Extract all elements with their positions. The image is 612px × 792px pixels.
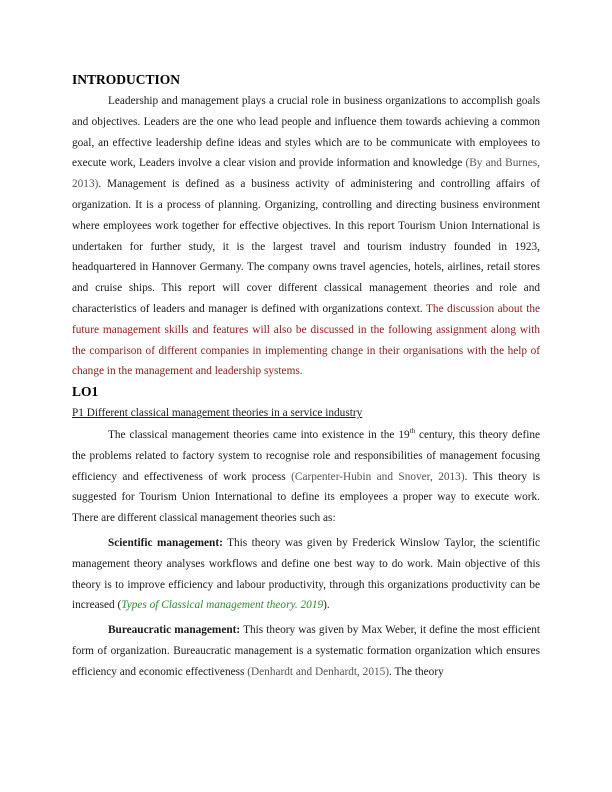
p1-subheading: P1 Different classical management theories in a service industry bbox=[72, 407, 363, 420]
citation-by-burnes: (By and Burnes, 2013) bbox=[72, 157, 541, 191]
para1-text-a: The classical management theories came into existence in the 19 bbox=[108, 428, 410, 441]
citation-carpenter-hubin: (Carpenter-Hubin and Snover, 2013) bbox=[291, 470, 465, 483]
citation-types-classical: Types of Classical management theory. 2019 bbox=[121, 599, 324, 612]
scientific-end: ). bbox=[323, 599, 330, 612]
bureaucratic-text: This theory was given by Max Weber, it define the most efficient form of organization. Bureaucratic management is a systematic formation organization which ensures efficiency and economic effectiveness bbox=[72, 624, 540, 678]
intro-text-1: Leadership and management plays a crucial role in business organizations to accomplish goals and objectives. Leaders are the one who lead people and influence them towards achieving a common goal, an effective leadership define ideas and styles which are to be communicate with employees to execute work, Leaders involve a clear vision and provide information and knowledge bbox=[72, 95, 540, 170]
bureaucratic-management-paragraph bbox=[72, 620, 540, 682]
superscript-th: th bbox=[409, 427, 416, 436]
intro-red-text: The discussion about the future management skills and features will also be discussed in the following assignment along with the comparison of different companies in implementing change in their organisations with the help of change in the management and leadership systems. bbox=[72, 302, 540, 378]
intro-text-2: . Management is defined as a business activity of administering and controlling affairs of organization. It is a process of planning. Organizing, controlling and directing business environment where employees work together for effective objectives. In this report Tourism Union International is undertaken for further study, it is the largest travel and tourism industry founded in 1923, headquartered in Hannover Germany. The company owns travel agencies, hotels, airlines, retail stores and cruise ships. This report will cover different classical management theories and role and characteristics of leaders and manager is defined with organizations context. bbox=[72, 178, 540, 315]
introduction-paragraph bbox=[72, 91, 540, 382]
scientific-text: This theory was given by Frederick Winslow Taylor, the scientific management theory analyses workflows and define one best way to do work. Main objective of this theory is to improve efficiency and labour productivity, through this organizations productivity can be increased ( bbox=[72, 536, 541, 612]
document-page bbox=[72, 70, 540, 683]
bureaucratic-management-label: Bureaucratic management: bbox=[108, 624, 241, 637]
bureaucratic-end: . The theory bbox=[389, 665, 444, 678]
para1-text-b: century, this theory define the problems related to factory system to recognise role and responsibilities of management focusing efficiency and effectiveness of work process bbox=[72, 428, 541, 483]
citation-denhardt: (Denhardt and Denhardt, 2015) bbox=[247, 665, 390, 678]
lo1-heading: LO1 bbox=[72, 384, 99, 400]
classical-theories-paragraph bbox=[72, 425, 540, 529]
para1-text-c: . This theory is suggested for Tourism Union International to define its employees a proper way to execute work. There are different classical management theories such as: bbox=[72, 470, 541, 525]
scientific-management-paragraph bbox=[72, 533, 540, 616]
scientific-management-label: Scientific management: bbox=[108, 536, 223, 549]
introduction-heading: INTRODUCTION bbox=[72, 72, 181, 87]
